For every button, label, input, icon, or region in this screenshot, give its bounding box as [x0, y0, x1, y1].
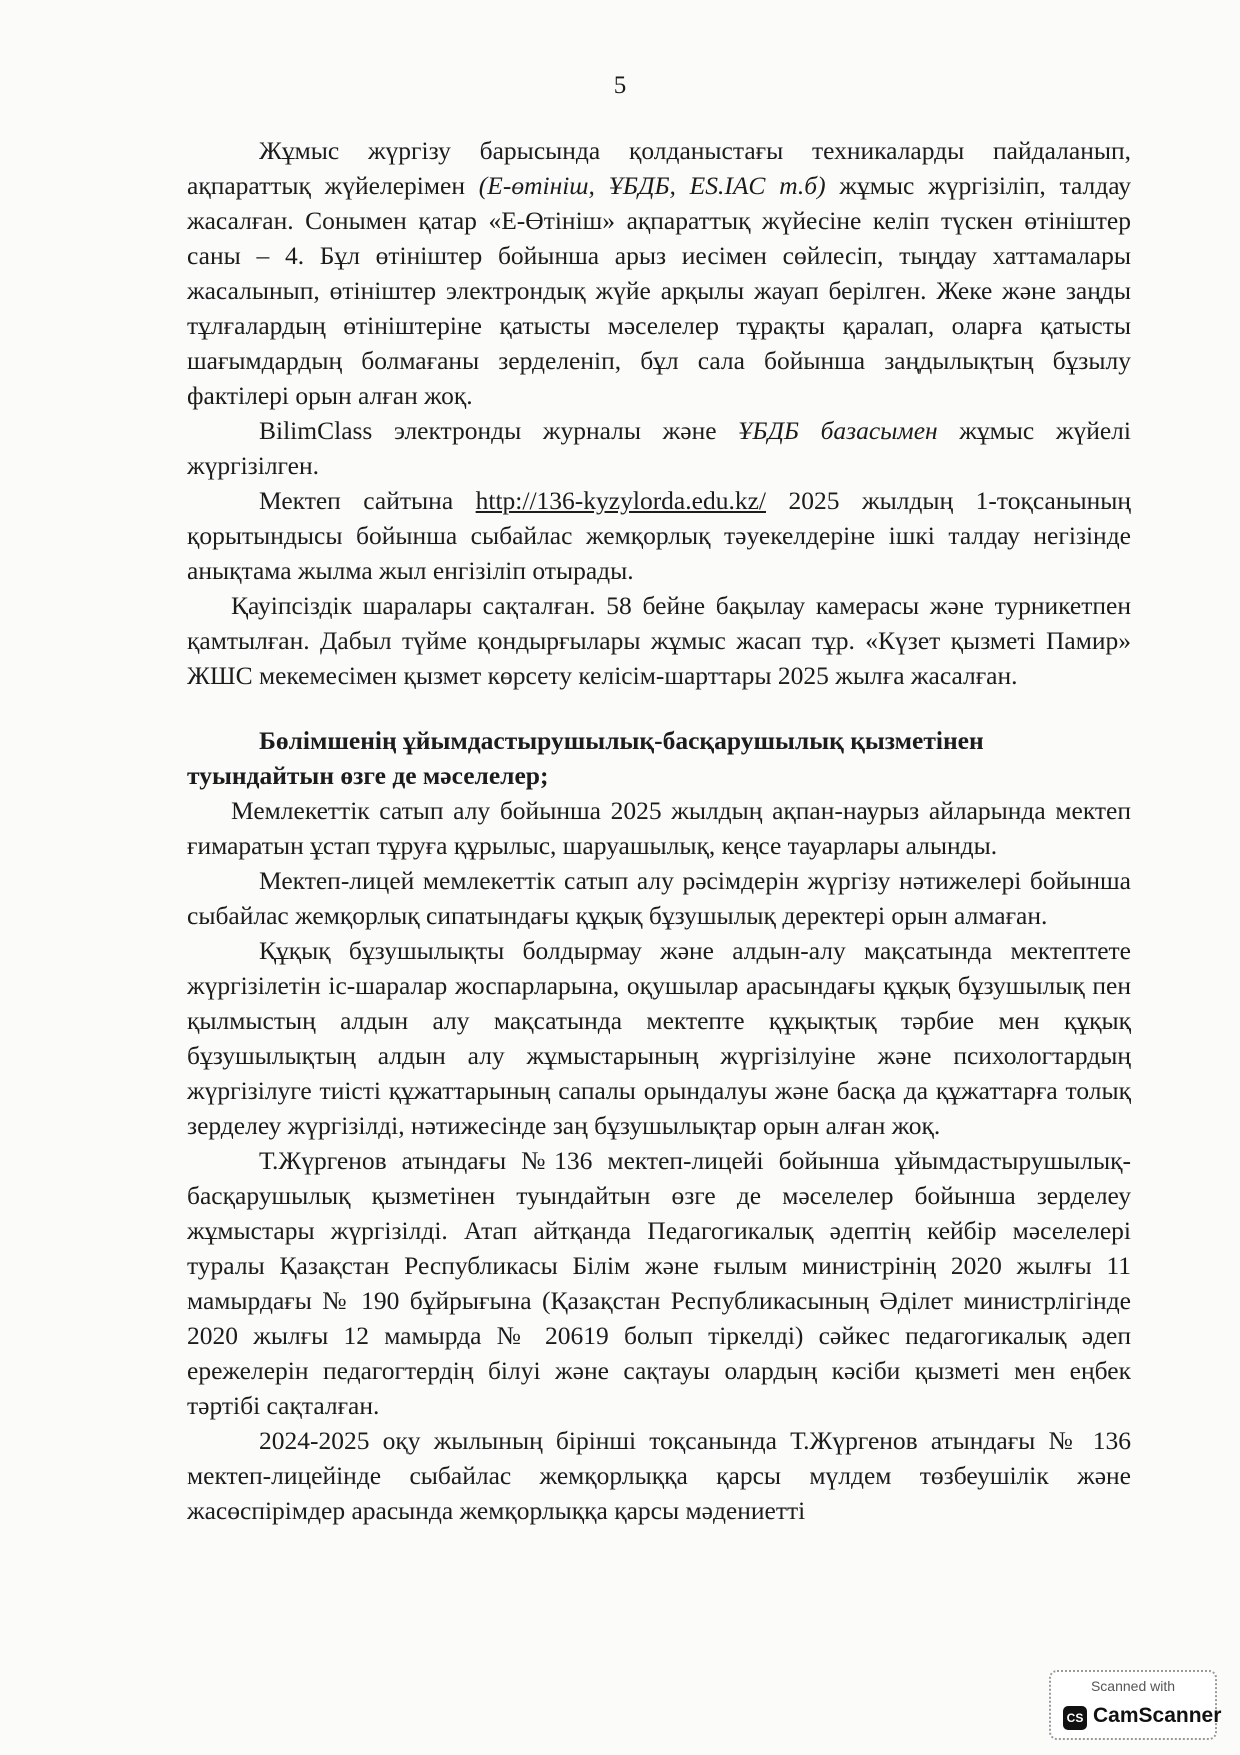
scanner-brand: CamScanner [1093, 1704, 1222, 1727]
paragraph-bilimclass [187, 413, 1131, 483]
camscanner-logo-icon: CS [1063, 1706, 1087, 1730]
document-body [187, 133, 1131, 1528]
database-name: ҰБДБ базасымен [738, 416, 938, 445]
paragraph-anticorruption: 2024-2025 оқу жылының бірінші тоқсанында Т.Жүргенов атындағы № 136 мектеп-лицейінде сыбайлас жемқорлыққа қарсы мүлдем төзбеушілік және жасөспірімдер арасында жемқорлыққа қарсы мәдениетті [187, 1426, 1131, 1525]
scanner-caption: Scanned with [1090, 1678, 1176, 1694]
systems-list: (Е-өтініш, ҰБДБ, ES.IAC т.б) [478, 171, 826, 200]
paragraph-website [187, 483, 1131, 588]
paragraph-text: жұмыс жүйелі жүргізілген. [187, 416, 1131, 480]
paragraph-text: BilimClass электронды журналы және [259, 416, 717, 445]
paragraph-text: Мектеп сайтына [259, 486, 454, 515]
page-number: 5 [613, 72, 627, 99]
school-website-link[interactable]: http://136-kyzylorda.edu.kz/ [475, 486, 766, 515]
paragraph-requests [187, 133, 1131, 413]
section-heading: Бөлімшенің ұйымдастырушылық-басқарушылық қызметінен туындайтын өзге де мәселелер; [187, 726, 984, 790]
paragraph-procurement-results: Мектеп-лицей мемлекеттік сатып алу рәсімдерін жүргізу нәтижелері бойынша сыбайлас жемқорлық сипатындағы құқық бұзушылық деректері орын алмаған. [187, 866, 1131, 930]
paragraph-procurement: Мемлекеттік сатып алу бойынша 2025 жылдың ақпан-наурыз айларында мектеп ғимаратын ұстап тұруға құрылыс, шаруашылық, кеңсе тауарлары алынды. [187, 796, 1131, 860]
camscanner-watermark [1049, 1670, 1222, 1740]
paragraph-text: Жұмыс жүргізу барысында қолданыстағы техникаларды пайдаланып, ақпараттық жүйелерімен [187, 136, 1131, 200]
paragraph-ethics: Т.Жүргенов атындағы №136 мектеп-лицейі бойынша ұйымдастырушылық-басқарушылық қызметінен туындайтын өзге де мәселелер бойынша зерделеу жұмыстары жүргізілді. Атап айтқанда Педагогикалық әдептің кейбір мәселелері туралы Қазақстан Республикасы Білім және ғылым министрінің 2020 жылғы 11 мамырдағы № 190 бұйрығына (Қазақстан Республикасының Әділет министрлігінде 2020 жылғы 12 мамырда № 20619 болып тіркелді) сәйкес педагогикалық әдеп ережелерін педагогтердің білуі және сақтауы олардың кәсіби қызметі мен еңбек тәртібі сақталған. [187, 1146, 1131, 1420]
paragraph-text: 2025 жылдың 1-тоқсанының қорытындысы бойынша сыбайлас жемқорлық тәуекелдеріне ішкі талдау негізінде анықтама жылма жыл енгізіліп отырады. [187, 486, 1132, 585]
paragraph-text: жұмыс жүргізіліп, талдау жасалған. Сонымен қатар «Е-Өтініш» ақпараттық жүйесіне келіп түскен өтініштер саны – 4. Бұл өтініштер бойынша арыз иесімен сөйлесіп, тыңдау хаттамалары жасалынып, өтініштер электрондық жүйе арқылы жауап берілген. Жеке және заңды тұлғалардың өтініштеріне қатысты мәселелер тұрақты қаралап, оларға қатысты шағымдардың болмағаны зерделеніп, бұл сала бойынша заңдылықтың бұзылу фактілері орын алған жоқ. [187, 171, 1132, 410]
paragraph-security: Қауіпсіздік шаралары сақталған. 58 бейне бақылау камерасы және турникетпен қамтылған. Дабыл түйме қондырғылары жұмыс жасап тұр. «Күзет қызметі Памир» ЖШС мекемесімен қызмет көрсету келісім-шарттары 2025 жылға жасалған. [187, 591, 1131, 690]
paragraph-prevention: Құқық бұзушылықты болдырмау және алдын-алу мақсатында мектептете жүргізілетін іс-шаралар жоспарларына, оқушылар арасындағы құқық бұзушылық пен қылмыстың алдын алу мақсатында мектепте құқықтық тәрбие мен құқық бұзушылықтың алдын алу жұмыстарының жүргізілуіне және психологтардың жүргізілуге тиісті құжаттарының сапалы орындалуы және басқа да құжаттарға толық зерделеу жүргізілді, нәтижесінде заң бұзушылықтар орын алған жоқ. [187, 936, 1131, 1140]
